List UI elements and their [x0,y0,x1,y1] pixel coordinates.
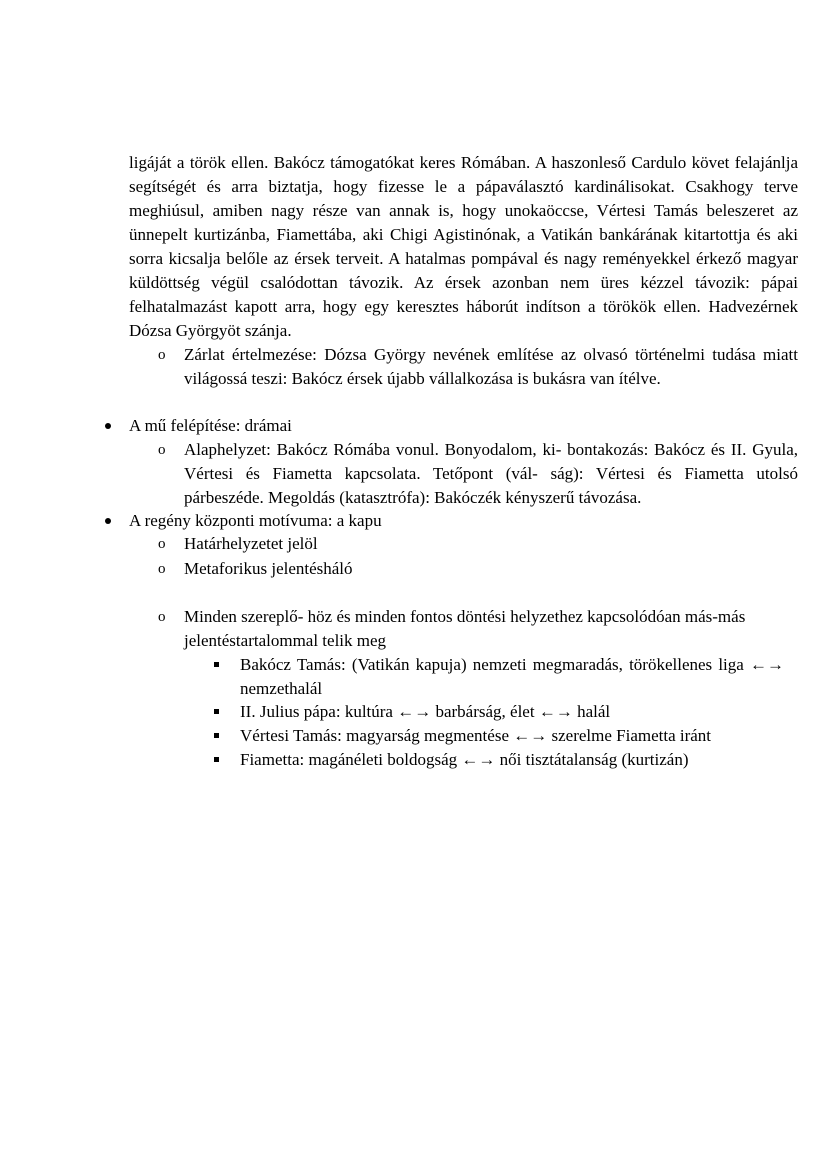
list-item-text: Bakócz Tamás: (Vatikán kapuja) nemzeti megmaradás, törökellenes liga ←→ nemzethalál [240,655,784,698]
list-item-structure [129,414,798,438]
list-item-text: Határhelyzetet jelöl [184,534,318,553]
list-item-text: Vértesi Tamás: magyarság megmentése ←→ szerelme Fiametta iránt [240,726,712,745]
circle-bullet-icon: o [158,536,166,552]
square-bullet-icon [214,733,219,738]
bullet-dot-icon [105,423,111,429]
circle-bullet-icon: o [158,561,166,577]
square-bullet-icon [214,662,219,667]
list-item-hatarhelyzet [158,532,798,556]
square-bullet-icon [214,757,219,762]
bullet-dot-icon [105,518,111,524]
circle-bullet-icon: o [158,442,166,458]
list-item-text: Minden szereplő- höz és minden fontos döntési helyzethez kapcsolódóan más-más jelentéstartalommal telik meg [184,607,746,650]
list-item-julius [240,700,800,724]
list-item-vertesi [240,724,800,748]
list-item-minden-szereplo [158,605,798,653]
circle-bullet-icon: o [158,347,166,363]
list-item-text: Fiametta: magánéleti boldogság ←→ női tisztátalanság (kurtizán) [240,750,689,769]
list-item-motif [129,509,798,533]
intro-paragraph: ligáját a török ellen. Bakócz támogatókat keres Rómában. A haszonleső Cardulo követ felajánlja segítségét és arra biztatja, hogy fizesse le a pápaválasztó kardinálisokat. Csakhogy terve meghiúsul, amiben nagy része van annak is, hogy unokaöccse, Vértesi Tamás beleszeret az ünnepelt kurtizánba, Fiamettába, aki Chigi Agistinónak, a Vatikán bankárának kitartottja és aki sorra kicsalja belőle az érsek terveit. A hatalmas pompával és nagy reményekkel érkező magyar küldöttség végül csalódottan távozik. Az érsek azonban nem üres kézzel távozik: pápai felhatalmazást kapott arra, hogy egy keresztes háborút indítson a törökök ellen. Hadvezérnek Dózsa Györgyöt szánja. [129,153,798,340]
square-bullet-icon [214,709,219,714]
list-item-text: A regény központi motívuma: a kapu [129,511,382,530]
list-item-alaphelyzet [158,438,798,510]
list-item-text: Zárlat értelmezése: Dózsa György nevének említése az olvasó történelmi tudása miatt világossá teszi: Bakócz érsek újabb vállalkozása is bukásra van ítélve. [184,345,798,388]
circle-bullet-icon: o [158,609,166,625]
list-item-metaforikus [158,557,798,581]
list-item-text: Metaforikus jelentésháló [184,559,353,578]
list-item-fiametta [240,748,800,772]
list-item-zarlat [158,343,798,391]
list-item-text: II. Julius pápa: kultúra ←→ barbárság, élet ←→ halál [240,702,611,721]
list-item-bakocz [240,653,784,701]
list-item-text: A mű felépítése: drámai [129,416,292,435]
list-item-text: Alaphelyzet: Bakócz Rómába vonul. Bonyodalom, ki- bontakozás: Bakócz és II. Gyula, Vértesi és Fiametta kapcsolata. Tetőpont (vál- ság): Vértesi és Fiametta utolsó párbeszéde. Megoldás (katasztrófa): Bakóczék kényszerű távozása. [184,440,798,507]
